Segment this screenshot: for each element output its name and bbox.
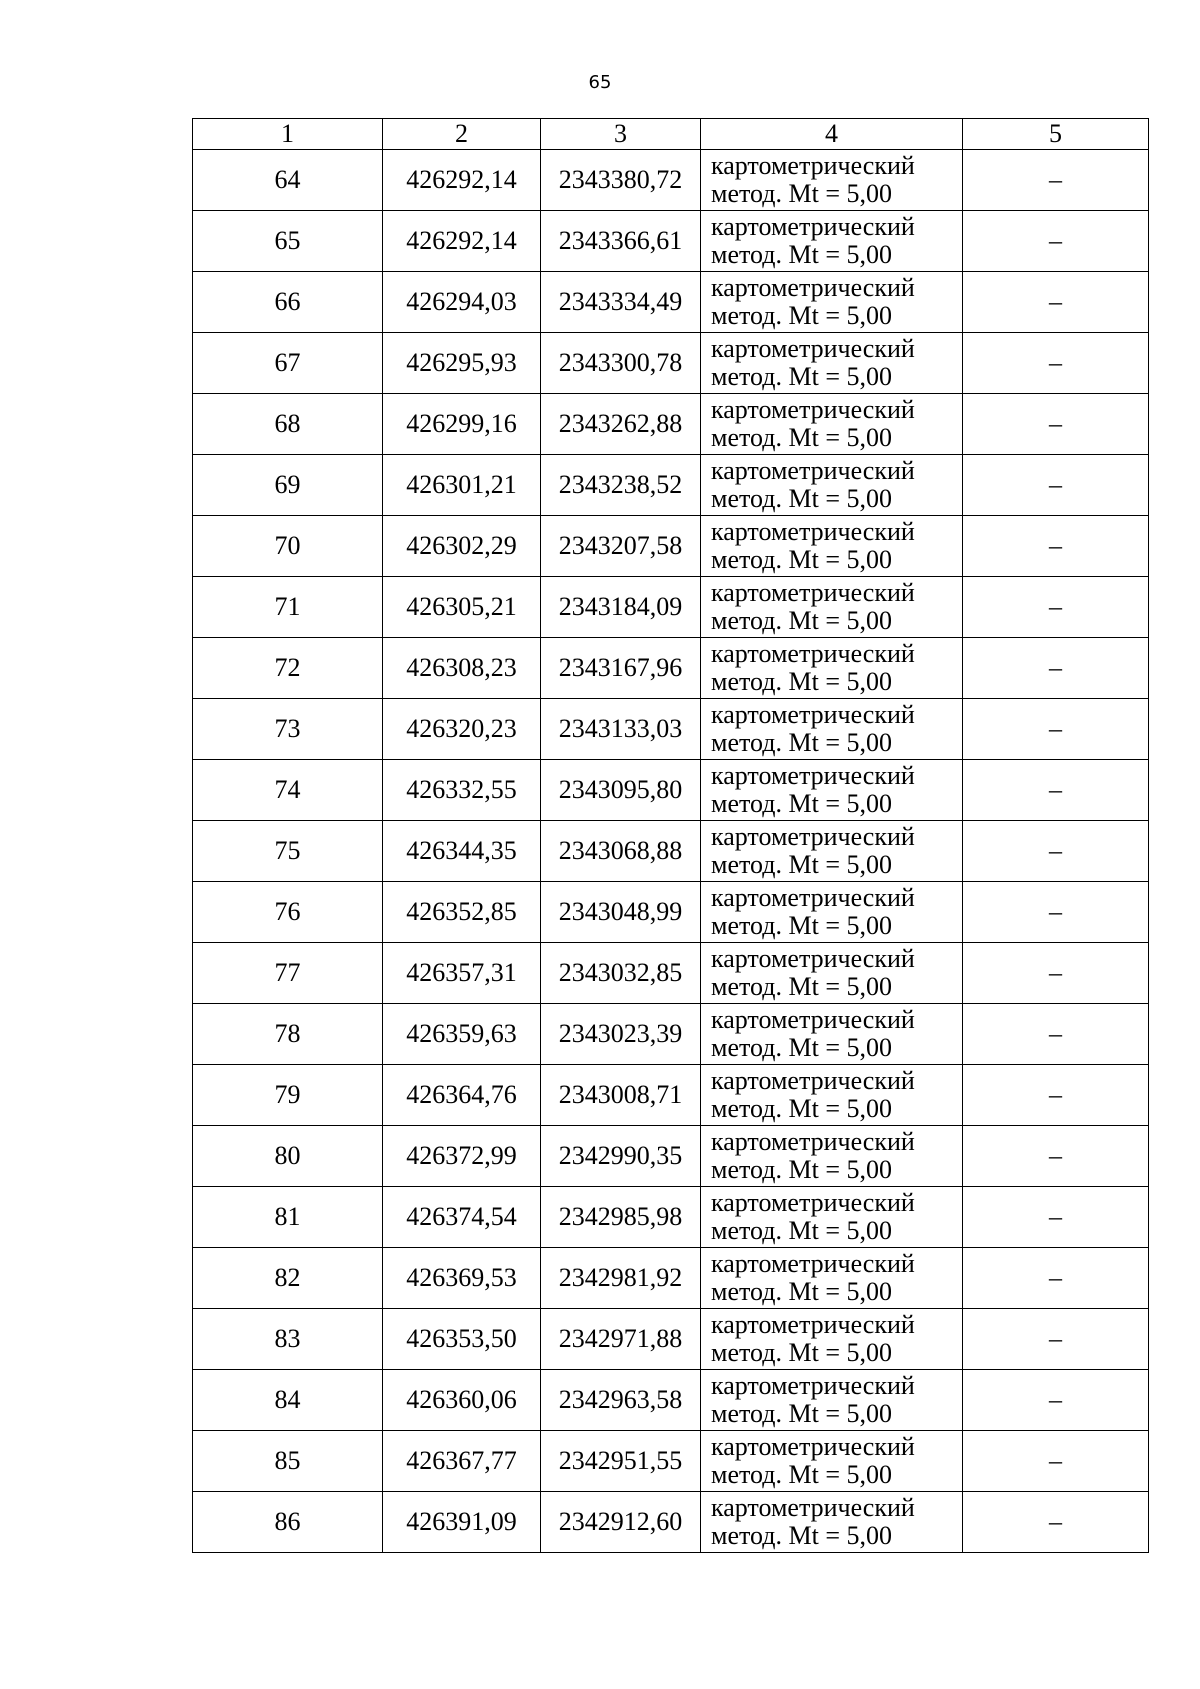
method-line-2: метод. Mt = 5,00 bbox=[711, 362, 892, 391]
y-coordinate-cell: 2343300,78 bbox=[541, 333, 701, 394]
method-line-2: метод. Mt = 5,00 bbox=[711, 1033, 892, 1062]
method-line-1: картометрический bbox=[711, 517, 915, 546]
method-line-1: картометрический bbox=[711, 761, 915, 790]
description-cell: – bbox=[963, 516, 1149, 577]
table-row bbox=[193, 638, 1149, 699]
description-cell: – bbox=[963, 1248, 1149, 1309]
method-line-2: метод. Mt = 5,00 bbox=[711, 179, 892, 208]
x-coordinate-cell: 426292,14 bbox=[383, 211, 541, 272]
method-cell bbox=[701, 821, 963, 882]
point-number-cell: 70 bbox=[193, 516, 383, 577]
point-number-cell: 79 bbox=[193, 1065, 383, 1126]
description-cell: – bbox=[963, 1065, 1149, 1126]
description-cell: – bbox=[963, 638, 1149, 699]
y-coordinate-cell: 2343095,80 bbox=[541, 760, 701, 821]
header-cell: 4 bbox=[701, 119, 963, 150]
method-line-1: картометрический bbox=[711, 1493, 915, 1522]
x-coordinate-cell: 426352,85 bbox=[383, 882, 541, 943]
point-number-cell: 83 bbox=[193, 1309, 383, 1370]
method-line-1: картометрический bbox=[711, 578, 915, 607]
table-row bbox=[193, 882, 1149, 943]
point-number-cell: 72 bbox=[193, 638, 383, 699]
description-cell: – bbox=[963, 1370, 1149, 1431]
point-number-cell: 84 bbox=[193, 1370, 383, 1431]
table-row bbox=[193, 699, 1149, 760]
method-line-1: картометрический bbox=[711, 1432, 915, 1461]
method-line-1: картометрический bbox=[711, 212, 915, 241]
method-line-1: картометрический bbox=[711, 1371, 915, 1400]
method-line-1: картометрический bbox=[711, 456, 915, 485]
x-coordinate-cell: 426292,14 bbox=[383, 150, 541, 211]
table-row bbox=[193, 150, 1149, 211]
y-coordinate-cell: 2342971,88 bbox=[541, 1309, 701, 1370]
x-coordinate-cell: 426305,21 bbox=[383, 577, 541, 638]
y-coordinate-cell: 2343068,88 bbox=[541, 821, 701, 882]
method-line-2: метод. Mt = 5,00 bbox=[711, 972, 892, 1001]
point-number-cell: 85 bbox=[193, 1431, 383, 1492]
description-cell: – bbox=[963, 577, 1149, 638]
description-cell: – bbox=[963, 1431, 1149, 1492]
method-cell bbox=[701, 577, 963, 638]
table-row bbox=[193, 577, 1149, 638]
description-cell: – bbox=[963, 760, 1149, 821]
table-row bbox=[193, 1126, 1149, 1187]
y-coordinate-cell: 2342963,58 bbox=[541, 1370, 701, 1431]
header-row bbox=[193, 119, 1149, 150]
method-line-1: картометрический bbox=[711, 639, 915, 668]
method-cell bbox=[701, 1309, 963, 1370]
y-coordinate-cell: 2343032,85 bbox=[541, 943, 701, 1004]
header-cell: 3 bbox=[541, 119, 701, 150]
x-coordinate-cell: 426301,21 bbox=[383, 455, 541, 516]
y-coordinate-cell: 2343023,39 bbox=[541, 1004, 701, 1065]
x-coordinate-cell: 426320,23 bbox=[383, 699, 541, 760]
page-number: 65 bbox=[588, 72, 612, 93]
table-row bbox=[193, 1431, 1149, 1492]
y-coordinate-cell: 2343334,49 bbox=[541, 272, 701, 333]
x-coordinate-cell: 426332,55 bbox=[383, 760, 541, 821]
method-cell bbox=[701, 1370, 963, 1431]
method-line-1: картометрический bbox=[711, 1249, 915, 1278]
x-coordinate-cell: 426364,76 bbox=[383, 1065, 541, 1126]
method-line-2: метод. Mt = 5,00 bbox=[711, 911, 892, 940]
method-line-1: картометрический bbox=[711, 944, 915, 973]
method-line-1: картометрический bbox=[711, 1127, 915, 1156]
x-coordinate-cell: 426294,03 bbox=[383, 272, 541, 333]
method-line-2: метод. Mt = 5,00 bbox=[711, 423, 892, 452]
description-cell: – bbox=[963, 943, 1149, 1004]
y-coordinate-cell: 2343184,09 bbox=[541, 577, 701, 638]
method-cell bbox=[701, 943, 963, 1004]
x-coordinate-cell: 426344,35 bbox=[383, 821, 541, 882]
x-coordinate-cell: 426374,54 bbox=[383, 1187, 541, 1248]
y-coordinate-cell: 2342951,55 bbox=[541, 1431, 701, 1492]
point-number-cell: 71 bbox=[193, 577, 383, 638]
table-row bbox=[193, 394, 1149, 455]
y-coordinate-cell: 2343008,71 bbox=[541, 1065, 701, 1126]
description-cell: – bbox=[963, 882, 1149, 943]
method-cell bbox=[701, 516, 963, 577]
description-cell: – bbox=[963, 821, 1149, 882]
method-line-1: картометрический bbox=[711, 822, 915, 851]
header-cell: 1 bbox=[193, 119, 383, 150]
method-line-2: метод. Mt = 5,00 bbox=[711, 1399, 892, 1428]
y-coordinate-cell: 2343366,61 bbox=[541, 211, 701, 272]
point-number-cell: 68 bbox=[193, 394, 383, 455]
method-line-1: картометрический bbox=[711, 151, 915, 180]
method-line-2: метод. Mt = 5,00 bbox=[711, 850, 892, 879]
method-cell bbox=[701, 1004, 963, 1065]
table-row bbox=[193, 1187, 1149, 1248]
method-cell bbox=[701, 394, 963, 455]
table-row bbox=[193, 1004, 1149, 1065]
description-cell: – bbox=[963, 333, 1149, 394]
header-cell: 2 bbox=[383, 119, 541, 150]
table-row bbox=[193, 821, 1149, 882]
method-line-2: метод. Mt = 5,00 bbox=[711, 1338, 892, 1367]
description-cell: – bbox=[963, 150, 1149, 211]
description-cell: – bbox=[963, 394, 1149, 455]
coordinates-table bbox=[192, 118, 1149, 1553]
x-coordinate-cell: 426360,06 bbox=[383, 1370, 541, 1431]
method-line-2: метод. Mt = 5,00 bbox=[711, 484, 892, 513]
table-row bbox=[193, 943, 1149, 1004]
point-number-cell: 86 bbox=[193, 1492, 383, 1553]
point-number-cell: 76 bbox=[193, 882, 383, 943]
point-number-cell: 75 bbox=[193, 821, 383, 882]
method-line-2: метод. Mt = 5,00 bbox=[711, 1094, 892, 1123]
x-coordinate-cell: 426299,16 bbox=[383, 394, 541, 455]
y-coordinate-cell: 2343262,88 bbox=[541, 394, 701, 455]
method-line-2: метод. Mt = 5,00 bbox=[711, 667, 892, 696]
table-row bbox=[193, 1248, 1149, 1309]
table-row bbox=[193, 1492, 1149, 1553]
point-number-cell: 67 bbox=[193, 333, 383, 394]
method-line-2: метод. Mt = 5,00 bbox=[711, 1155, 892, 1184]
method-line-1: картометрический bbox=[711, 395, 915, 424]
point-number-cell: 73 bbox=[193, 699, 383, 760]
method-line-1: картометрический bbox=[711, 1310, 915, 1339]
table-row bbox=[193, 333, 1149, 394]
x-coordinate-cell: 426391,09 bbox=[383, 1492, 541, 1553]
method-cell bbox=[701, 1492, 963, 1553]
y-coordinate-cell: 2343238,52 bbox=[541, 455, 701, 516]
method-line-1: картометрический bbox=[711, 334, 915, 363]
point-number-cell: 81 bbox=[193, 1187, 383, 1248]
point-number-cell: 82 bbox=[193, 1248, 383, 1309]
y-coordinate-cell: 2342990,35 bbox=[541, 1126, 701, 1187]
method-line-1: картометрический bbox=[711, 883, 915, 912]
description-cell: – bbox=[963, 1309, 1149, 1370]
y-coordinate-cell: 2342912,60 bbox=[541, 1492, 701, 1553]
method-cell bbox=[701, 1126, 963, 1187]
method-line-2: метод. Mt = 5,00 bbox=[711, 301, 892, 330]
x-coordinate-cell: 426369,53 bbox=[383, 1248, 541, 1309]
x-coordinate-cell: 426372,99 bbox=[383, 1126, 541, 1187]
method-cell bbox=[701, 150, 963, 211]
x-coordinate-cell: 426308,23 bbox=[383, 638, 541, 699]
method-cell bbox=[701, 699, 963, 760]
method-line-1: картометрический bbox=[711, 700, 915, 729]
table-row bbox=[193, 760, 1149, 821]
x-coordinate-cell: 426353,50 bbox=[383, 1309, 541, 1370]
method-cell bbox=[701, 455, 963, 516]
description-cell: – bbox=[963, 211, 1149, 272]
method-line-1: картометрический bbox=[711, 1188, 915, 1217]
point-number-cell: 66 bbox=[193, 272, 383, 333]
method-line-2: метод. Mt = 5,00 bbox=[711, 789, 892, 818]
table-row bbox=[193, 1065, 1149, 1126]
y-coordinate-cell: 2343133,03 bbox=[541, 699, 701, 760]
method-line-2: метод. Mt = 5,00 bbox=[711, 1460, 892, 1489]
method-cell bbox=[701, 1431, 963, 1492]
y-coordinate-cell: 2342985,98 bbox=[541, 1187, 701, 1248]
method-line-2: метод. Mt = 5,00 bbox=[711, 545, 892, 574]
point-number-cell: 64 bbox=[193, 150, 383, 211]
method-cell bbox=[701, 760, 963, 821]
table-row bbox=[193, 455, 1149, 516]
description-cell: – bbox=[963, 455, 1149, 516]
point-number-cell: 80 bbox=[193, 1126, 383, 1187]
method-line-1: картометрический bbox=[711, 1066, 915, 1095]
header-cell: 5 bbox=[963, 119, 1149, 150]
table-body bbox=[193, 150, 1149, 1553]
method-line-2: метод. Mt = 5,00 bbox=[711, 606, 892, 635]
y-coordinate-cell: 2342981,92 bbox=[541, 1248, 701, 1309]
table-row bbox=[193, 516, 1149, 577]
y-coordinate-cell: 2343048,99 bbox=[541, 882, 701, 943]
method-line-2: метод. Mt = 5,00 bbox=[711, 1277, 892, 1306]
x-coordinate-cell: 426367,77 bbox=[383, 1431, 541, 1492]
table-row bbox=[193, 272, 1149, 333]
method-line-1: картометрический bbox=[711, 1005, 915, 1034]
method-cell bbox=[701, 1065, 963, 1126]
method-line-1: картометрический bbox=[711, 273, 915, 302]
method-cell bbox=[701, 272, 963, 333]
description-cell: – bbox=[963, 272, 1149, 333]
description-cell: – bbox=[963, 699, 1149, 760]
x-coordinate-cell: 426357,31 bbox=[383, 943, 541, 1004]
y-coordinate-cell: 2343167,96 bbox=[541, 638, 701, 699]
y-coordinate-cell: 2343207,58 bbox=[541, 516, 701, 577]
method-cell bbox=[701, 882, 963, 943]
table-row bbox=[193, 211, 1149, 272]
method-cell bbox=[701, 1248, 963, 1309]
description-cell: – bbox=[963, 1126, 1149, 1187]
description-cell: – bbox=[963, 1004, 1149, 1065]
point-number-cell: 77 bbox=[193, 943, 383, 1004]
table-row bbox=[193, 1309, 1149, 1370]
point-number-cell: 69 bbox=[193, 455, 383, 516]
x-coordinate-cell: 426295,93 bbox=[383, 333, 541, 394]
method-cell bbox=[701, 638, 963, 699]
point-number-cell: 65 bbox=[193, 211, 383, 272]
y-coordinate-cell: 2343380,72 bbox=[541, 150, 701, 211]
x-coordinate-cell: 426302,29 bbox=[383, 516, 541, 577]
method-line-2: метод. Mt = 5,00 bbox=[711, 728, 892, 757]
method-cell bbox=[701, 333, 963, 394]
table-row bbox=[193, 1370, 1149, 1431]
description-cell: – bbox=[963, 1492, 1149, 1553]
description-cell: – bbox=[963, 1187, 1149, 1248]
point-number-cell: 74 bbox=[193, 760, 383, 821]
method-line-2: метод. Mt = 5,00 bbox=[711, 1521, 892, 1550]
method-cell bbox=[701, 211, 963, 272]
x-coordinate-cell: 426359,63 bbox=[383, 1004, 541, 1065]
method-line-2: метод. Mt = 5,00 bbox=[711, 240, 892, 269]
point-number-cell: 78 bbox=[193, 1004, 383, 1065]
method-cell bbox=[701, 1187, 963, 1248]
method-line-2: метод. Mt = 5,00 bbox=[711, 1216, 892, 1245]
